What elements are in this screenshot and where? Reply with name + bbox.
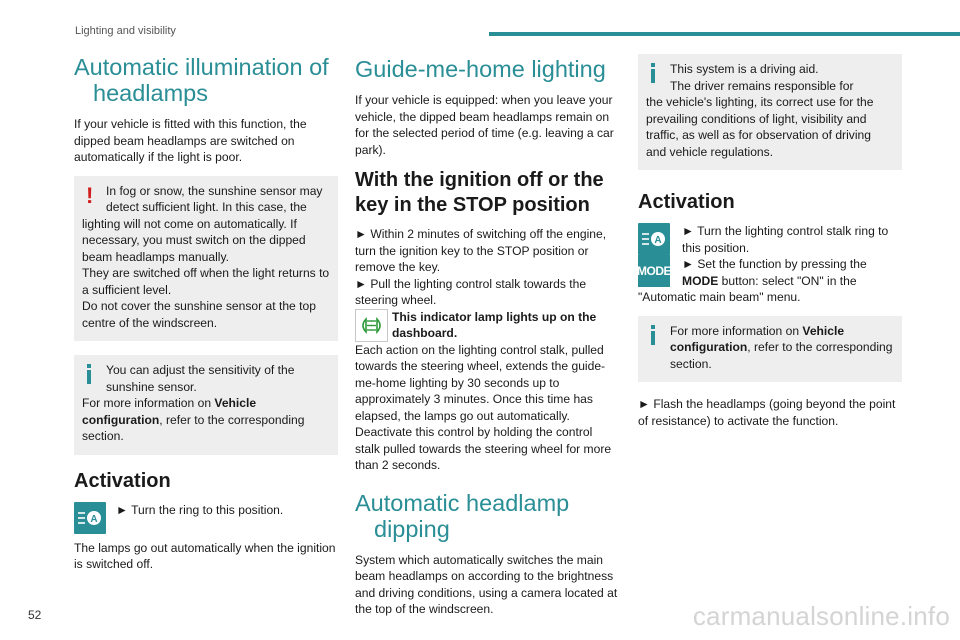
heading-guide-me-home: Guide-me-home lighting — [355, 56, 606, 82]
info-icon — [651, 63, 655, 83]
dipping-intro: System which automatically switches the main beam headlamps on according to the brightness and driving conditions, using a camera located at the top of the windscreen. — [355, 552, 618, 616]
info-box-sensitivity: You can adjust the sensitivity of the sunshine sensor. For more information on Vehicle configuration, refer to the corresponding section. — [74, 355, 338, 455]
info-icon — [87, 364, 91, 384]
step-2: ► Pull the lighting control stalk towards the steering wheel. — [355, 276, 587, 307]
page-number: 52 — [28, 608, 42, 622]
heading-automatic-illumination: Automatic illumination of headlamps — [74, 54, 329, 106]
guide-detail: Each action on the lighting control stalk, pulled towards the steering wheel, extends the guide-me-home lighting by 30 seconds up to approximately 3 minutes. Once this time has elapsed, the lamps go out automatically. Deactivate this control by holding the control stalk pulled towards the steering wheel for more than 2 seconds. — [355, 342, 612, 472]
mode-button-icon: MODE — [638, 255, 670, 287]
activation-step: A ► Turn the ring to this position. — [74, 502, 338, 534]
column-2 — [355, 54, 619, 628]
info-box-driving-aid: This system is a driving aid. The driver remains responsible for the vehicle's lighting, its correct use for the prevailing conditions of light, visibility and traffic, as well as for observation of driving and vehicle regulations. — [638, 54, 902, 170]
activation-steps: A MODE ► Turn the lighting control stalk ring to this position. ► Set the function by pressing the MODE button: select "ON" in the — [637, 224, 889, 288]
heading-activation-2: Activation — [638, 191, 735, 213]
heading-ignition-off: With the ignition off or the key in the STOP position — [355, 169, 604, 216]
warning-box: ! In fog or snow, the sunshine sensor may detect sufficient light. In this case, the lighting will not come on automatically. If necessary, you must switch on the dipped beam headlamps manually. They are switched off when the light returns to a sufficient level. Do not cover the sunshine sensor at the top centre of the windscreen. — [74, 176, 338, 342]
watermark: carmanualsonline.info — [692, 601, 950, 631]
warning-icon: ! — [86, 182, 94, 208]
auto-main-beam-icon — [638, 223, 670, 255]
column-3 — [638, 54, 902, 439]
svg-text:A: A — [654, 235, 662, 246]
info-box-configuration: For more information on Vehicle configuration, refer to the corresponding section. — [638, 316, 902, 383]
activation-after-text: The lamps go out automatically when the ignition is switched off. — [74, 540, 336, 571]
header-accent-bar — [489, 32, 960, 36]
guide-me-home-lamp-icon — [355, 309, 388, 342]
heading-activation: Activation — [74, 469, 171, 492]
svg-text:A: A — [90, 513, 98, 525]
info-icon — [651, 325, 655, 345]
auto-headlamp-icon — [74, 502, 106, 534]
step-3: ► Flash the headlamps (going beyond the point of resistance) to activate the function. — [638, 397, 896, 428]
intro-text: If your vehicle is fitted with this function, the dipped beam headlamps are switched on automatically if the light is poor. — [74, 117, 307, 164]
step2-continuation: "Automatic main beam" menu. — [638, 290, 801, 304]
heading-automatic-headlamp-dipping: Automatic headlamp dipping — [355, 489, 570, 542]
guide-intro: If your vehicle is equipped: when you leave your vehicle, the dipped beam headlamps remain on for the selected period of time (e.g. leaving a car park). — [355, 93, 614, 157]
column-1 — [74, 54, 338, 583]
step-1: ► Within 2 minutes of switching off the engine, turn the ignition key to the STOP position or remove the key. — [355, 227, 607, 274]
indicator-lamp-row: This indicator lamp lights up on the dashboard. — [355, 309, 619, 342]
header-section-title: Lighting and visibility — [75, 25, 176, 37]
